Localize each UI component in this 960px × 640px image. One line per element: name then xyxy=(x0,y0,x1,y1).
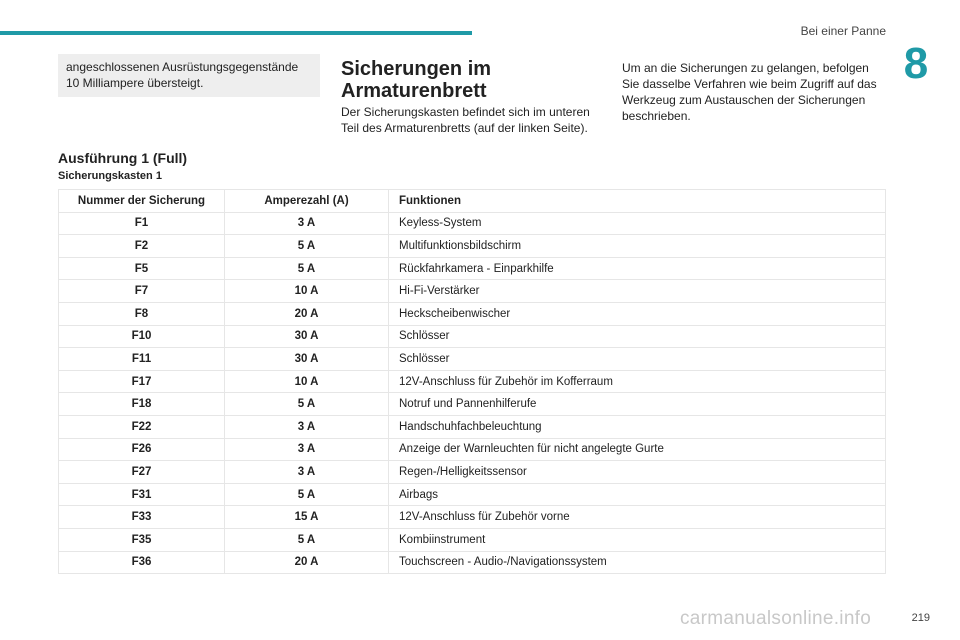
amperage-cell: 3 A xyxy=(225,461,389,484)
table-row xyxy=(59,438,886,461)
header-accent-bar xyxy=(0,31,472,35)
access-paragraph: Um an die Sicherungen zu gelangen, befolgen Sie dasselbe Verfahren wie beim Zugriff auf das Werkzeug zum Austauschen der Sicherungen beschrieben. xyxy=(622,61,877,123)
function-cell: Multifunktionsbildschirm xyxy=(389,235,886,258)
col-header-fuse-number: Nummer der Sicherung xyxy=(59,190,225,213)
amperage-cell: 30 A xyxy=(225,325,389,348)
col-header-amperage: Amperezahl (A) xyxy=(225,190,389,213)
function-cell: Schlösser xyxy=(389,325,886,348)
table-row xyxy=(59,393,886,416)
fuse-number-cell: F33 xyxy=(59,506,225,529)
fusebox-heading: Sicherungskasten 1 xyxy=(58,170,162,182)
table-header-row xyxy=(59,190,886,213)
amperage-cell: 20 A xyxy=(225,551,389,574)
amperage-cell: 3 A xyxy=(225,415,389,438)
fuse-number-cell: F11 xyxy=(59,348,225,371)
function-cell: Keyless-System xyxy=(389,212,886,235)
fuse-number-cell: F8 xyxy=(59,302,225,325)
amperage-cell: 5 A xyxy=(225,483,389,506)
function-cell: Rückfahrkamera - Einparkhilfe xyxy=(389,257,886,280)
table-row xyxy=(59,506,886,529)
chapter-number: 8 xyxy=(903,39,929,88)
function-cell: 12V-Anschluss für Zubehör im Kofferraum xyxy=(389,370,886,393)
amperage-cell: 30 A xyxy=(225,348,389,371)
fuse-number-cell: F7 xyxy=(59,280,225,303)
function-cell: Airbags xyxy=(389,483,886,506)
table-row xyxy=(59,325,886,348)
fuse-number-cell: F35 xyxy=(59,528,225,551)
table-row xyxy=(59,370,886,393)
page-number: 219 xyxy=(911,612,930,624)
table-row xyxy=(59,212,886,235)
fuse-number-cell: F1 xyxy=(59,212,225,235)
fuse-number-cell: F27 xyxy=(59,461,225,484)
watermark: carmanualsonline.info xyxy=(680,608,872,629)
fuse-number-cell: F5 xyxy=(59,257,225,280)
fuse-number-cell: F22 xyxy=(59,415,225,438)
function-cell: Hi-Fi-Verstärker xyxy=(389,280,886,303)
table-row xyxy=(59,528,886,551)
amperage-cell: 3 A xyxy=(225,438,389,461)
fuse-number-cell: F2 xyxy=(59,235,225,258)
function-cell: Regen-/Helligkeitssensor xyxy=(389,461,886,484)
fuse-table-body xyxy=(59,212,886,574)
function-cell: Heckscheibenwischer xyxy=(389,302,886,325)
main-heading xyxy=(341,58,491,102)
table-row xyxy=(59,235,886,258)
table-row xyxy=(59,461,886,484)
amperage-cell: 10 A xyxy=(225,280,389,303)
amperage-cell: 15 A xyxy=(225,506,389,529)
section-title: Bei einer Panne xyxy=(800,24,886,38)
main-heading-line2: Armaturenbrett xyxy=(341,80,487,102)
function-cell: Handschuhfachbeleuchtung xyxy=(389,415,886,438)
col-header-functions: Funktionen xyxy=(389,190,886,213)
fuse-number-cell: F18 xyxy=(59,393,225,416)
function-cell: 12V-Anschluss für Zubehör vorne xyxy=(389,506,886,529)
amperage-cell: 3 A xyxy=(225,212,389,235)
amperage-cell: 5 A xyxy=(225,393,389,416)
variant-heading: Ausführung 1 (Full) xyxy=(58,150,188,166)
table-row xyxy=(59,483,886,506)
main-heading-line1: Sicherungen im xyxy=(341,58,492,80)
function-cell: Anzeige der Warnleuchten für nicht angelegte Gurte xyxy=(389,438,886,461)
amperage-cell: 5 A xyxy=(225,235,389,258)
fuse-number-cell: F17 xyxy=(59,370,225,393)
fuse-table xyxy=(58,189,886,574)
table-row xyxy=(59,257,886,280)
amperage-cell: 5 A xyxy=(225,257,389,280)
function-cell: Notruf und Pannenhilferufe xyxy=(389,393,886,416)
table-row xyxy=(59,348,886,371)
fuse-number-cell: F26 xyxy=(59,438,225,461)
table-row xyxy=(59,551,886,574)
table-row xyxy=(59,302,886,325)
amperage-cell: 5 A xyxy=(225,528,389,551)
fuse-location-paragraph: Der Sicherungskasten befindet sich im unteren Teil des Armaturenbretts (auf der linken Seite). xyxy=(341,105,590,135)
amperage-cell: 10 A xyxy=(225,370,389,393)
table-row xyxy=(59,415,886,438)
note-box: angeschlossenen Ausrüstungsgegenstände 10 Milliampere übersteigt. xyxy=(58,54,320,97)
fuse-number-cell: F10 xyxy=(59,325,225,348)
fuse-number-cell: F36 xyxy=(59,551,225,574)
fuse-number-cell: F31 xyxy=(59,483,225,506)
function-cell: Touchscreen - Audio-/Navigationssystem xyxy=(389,551,886,574)
function-cell: Kombiinstrument xyxy=(389,528,886,551)
function-cell: Schlösser xyxy=(389,348,886,371)
table-row xyxy=(59,280,886,303)
amperage-cell: 20 A xyxy=(225,302,389,325)
